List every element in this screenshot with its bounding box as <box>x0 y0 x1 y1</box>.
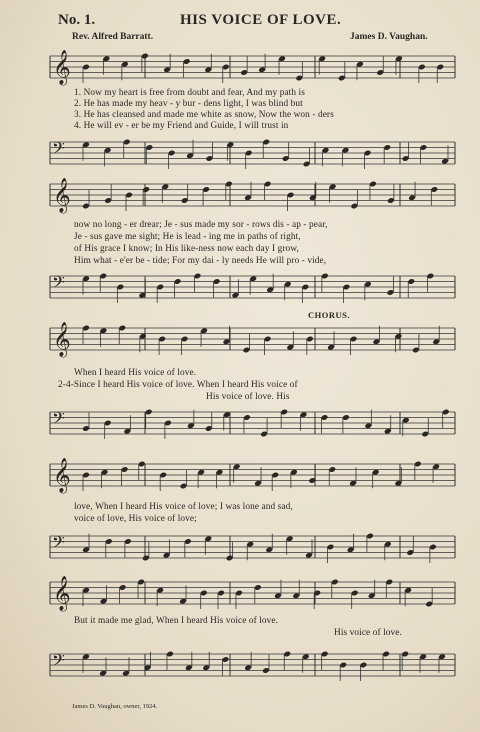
hymn-number: No. 1. <box>58 12 96 28</box>
verse-line-3: 3. He has cleansed and made me white as snow, Now the won - ders <box>74 110 334 120</box>
music-system-1 <box>50 44 455 170</box>
chorus-line-1: love, When I heard His voice of love; I was lone and sad, <box>74 502 293 512</box>
chorus-line-1: When I heard His voice of love. <box>74 368 197 378</box>
treble-staff <box>50 178 455 213</box>
bass-clef-icon: 𝄢 <box>52 650 65 674</box>
treble-clef-icon: 𝄞 <box>53 322 71 357</box>
treble-clef-icon: 𝄞 <box>53 458 71 493</box>
bass-staff <box>50 408 455 438</box>
treble-clef-icon: 𝄞 <box>53 50 71 85</box>
treble-staff <box>50 576 455 611</box>
chorus-label: CHORUS. <box>308 310 350 320</box>
verse-line-1: now no long - er drear; Je - sus made my sor - rows dis - ap - pear, <box>74 220 328 230</box>
copyright-footer: James D. Vaughan, owner, 1924. <box>72 703 158 710</box>
music-system-2 <box>50 170 455 304</box>
composer-credit: James D. Vaughan. <box>350 32 428 42</box>
music-system-5 <box>50 572 455 696</box>
hymn-title: HIS VOICE OF LOVE. <box>180 12 342 28</box>
bass-clef-icon: 𝄢 <box>52 532 65 556</box>
chorus-line-3: His voice of love. His <box>206 392 290 402</box>
bass-clef-icon: 𝄢 <box>52 138 65 162</box>
music-system-4 <box>50 452 455 572</box>
chorus-line-2: 2-4-Since I heard His voice of love. When I heard His voice of <box>58 380 298 390</box>
treble-staff <box>50 50 455 85</box>
verse-line-1: 1. Now my heart is free from doubt and fear, And my path is <box>74 88 305 98</box>
lyricist-credit: Rev. Alfred Barratt. <box>72 32 154 42</box>
verse-line-3: of His grace I know; In His like-ness now each day I grow, <box>74 244 299 254</box>
bass-clef-icon: 𝄢 <box>52 408 65 432</box>
verse-line-4: 4. He will ev - er be my Friend and Guide, I will trust in <box>74 121 289 131</box>
music-system-3 <box>50 308 455 442</box>
treble-clef-icon: 𝄞 <box>53 576 71 611</box>
chorus-line-2: voice of love, His voice of love; <box>74 514 197 524</box>
treble-staff <box>50 458 455 493</box>
treble-clef-icon: 𝄞 <box>53 178 71 213</box>
bass-staff <box>50 272 455 302</box>
bass-clef-icon: 𝄢 <box>52 272 65 296</box>
bass-staff <box>50 138 455 168</box>
verse-line-2: Je - sus gave me sight; He is lead - ing me in paths of right, <box>74 232 301 242</box>
verse-line-2: 2. He has made my heav - y bur - dens light, I was blind but <box>74 99 303 109</box>
treble-staff <box>50 322 455 357</box>
verse-line-4: Him what - e'er be - tide; For my dai - ly needs He will pro - vide, <box>74 256 327 266</box>
chorus-line-1: But it made me glad, When I heard His voice of love. <box>74 616 279 626</box>
chorus-line-2: His voice of love. <box>334 628 402 638</box>
bass-staff <box>50 532 455 562</box>
bass-staff <box>50 650 455 680</box>
